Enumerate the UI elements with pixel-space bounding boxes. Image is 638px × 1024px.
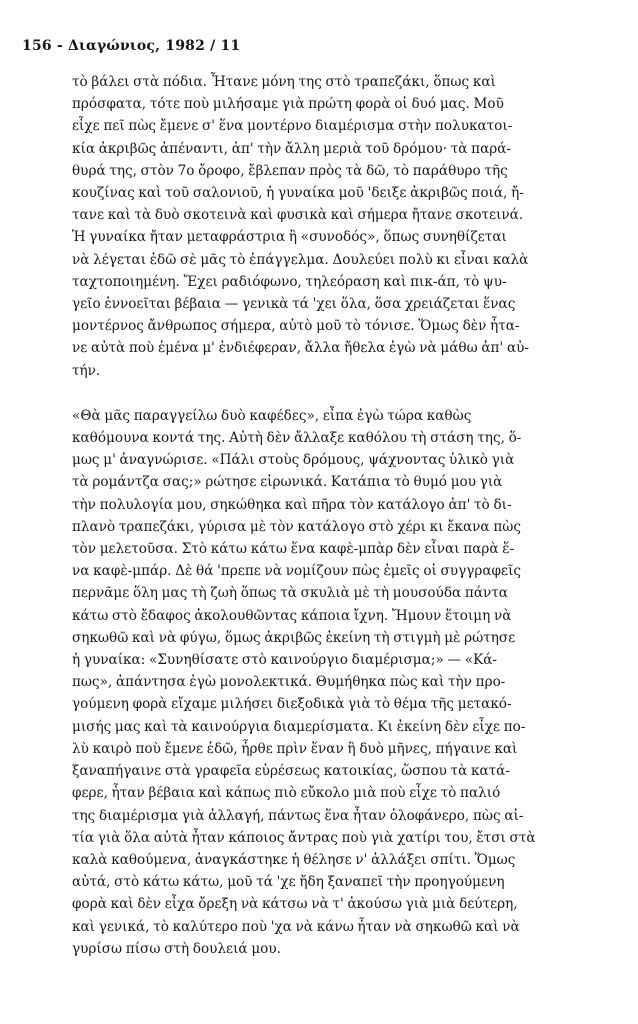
- text-line: τανε καὶ τὰ δυὸ σκοτεινὰ καὶ φυσικὰ καὶ σήμερα ἤτανε σκοτεινά.: [72, 207, 524, 224]
- text-line: να καφὲ-μπάρ. Δὲ θά 'πρεπε νὰ νομίζουν πὼς ἐμεῖς οἱ συγγραφεῖς: [72, 563, 522, 580]
- text-line: θυρά της, στὸν 7ο ὄροφο, ἔβλεπαν πρὸς τὰ δῶ, τὸ παράθυρο τῆς: [72, 162, 508, 179]
- text-line: μοντέρνος ἄνθρωπος σήμερα, αὐτὸ μοῦ τὸ τόνισε. Ὅμως δὲν ἦτα-: [72, 318, 520, 335]
- text-line: κία ἀκριβῶς ἀπέναντι, ἀπ' τὴν ἄλλη μεριὰ τοῦ δρόμου· τὰ παρά-: [72, 140, 512, 157]
- text-line: φερε, ἦταν βέβαια καὶ κάπως πιὸ εὔκολο μιὰ ποὺ εἶχε τὸ παλιό: [72, 785, 501, 802]
- text-line: περνᾶμε ὅλη μας τὴ ζωὴ ὅπως τὰ σκυλιὰ μὲ τὴ μουσούδα πάντα: [72, 585, 508, 602]
- text-line: ξαναπήγαινε στὰ γραφεῖα εὑρέσεως κατοικίας, ὥσπου τὰ κατά-: [72, 763, 510, 780]
- running-head: 156 - Διαγώνιος, 1982 / 11: [22, 38, 241, 54]
- text-line: νε αὐτὰ ποὺ ἐμένα μ' ἐνδιέφεραν, ἄλλα ἤθελα ἐγὼ νὰ μάθω ἀπ' αὐ-: [72, 340, 529, 357]
- text-line: σηκωθῶ καὶ νὰ φύγω, ὅμως ἀκριβῶς ἐκείνη τὴ στιγμὴ μὲ ρώτησε: [72, 629, 516, 646]
- text-line: κουζίνας καὶ τοῦ σαλονιοῦ, ἡ γυναίκα μοῦ 'δειξε ἀκριβῶς ποιά, ἤ-: [72, 185, 524, 202]
- text-line: μισής μας καὶ τὰ καινούργια διαμερίσματα. Κι ἐκείνη δὲν εἶχε πο-: [72, 718, 526, 735]
- text-line: καλὰ καθούμενα, ἀναγκάστηκε ἡ θέλησε ν' ἀλλάξει σπίτι. Ὅμως: [72, 851, 516, 868]
- text-line: τὸ βάλει στὰ πόδια. Ἦτανε μόνη της στὸ τραπεζάκι, ὅπως καὶ: [72, 74, 496, 90]
- text-line: ἡ γυναίκα: «Συνηθίσατε στὸ καινούργιο διαμέρισμα;» — «Κά-: [72, 652, 497, 669]
- body-text: [72, 71, 604, 960]
- text-line: τία γιὰ ὅλα αὐτὰ ἦταν κάποιος ἄντρας ποὺ γιὰ χατίρι του, ἔτσι στὰ: [72, 829, 536, 846]
- text-line: γυρίσω πίσω στὴ δουλειά μου.: [72, 940, 281, 957]
- text-line: αὐτά, στὸ κάτω κάτω, μοῦ τά 'χε ἤδη ξαναπεῖ τὴν προηγούμενη: [72, 874, 505, 891]
- text-line: Ἡ γυναίκα ἤταν μεταφράστρια ἢ «συνοδός», ὅπως συνηθίζεται: [72, 229, 507, 246]
- text-line: κάτω στὸ ἔδαφος ἀκολουθῶντας κάποια ἴχνη. Ἤμουν ἕτοιμη νὰ: [72, 607, 512, 624]
- paragraph-1: [72, 71, 604, 382]
- text-line: της διαμέρισμα γιὰ ἀλλαγή, πάντως ἕνα ἦταν ὁλοφάνερο, πὼς αἰ-: [72, 807, 524, 824]
- text-line: φορὰ καὶ δὲν εἶχα ὄρεξη νὰ κάτσω νὰ τ' ἀκούσω γιὰ μιὰ δεύτερη,: [72, 896, 518, 913]
- paragraph-gap: [72, 382, 604, 405]
- text-line: ταχτοποιημένη. Ἔχει ραδιόφωνο, τηλεόραση καὶ πικ-άπ, τὸ ψυ-: [72, 273, 507, 290]
- paragraph-2: [72, 405, 604, 960]
- text-line: τὴν πολυλογία μου, σηκώθηκα καὶ πῆρα τὸν κατάλογο ἀπ' τὸ δι-: [72, 496, 512, 513]
- text-line: τὰ ρομάντζα σας;» ρώτησε εἰρωνικά. Κατάπια τὸ θυμό μου γιὰ: [72, 474, 503, 491]
- text-line: καθόμουνα κοντά της. Αὐτὴ δὲν ἄλλαξε καθόλου τὴ στάση της, ὅ-: [72, 430, 522, 447]
- text-line: πλανὸ τραπεζάκι, γύρισα μὲ τὸν κατάλογο στὸ χέρι κι ἔκανα πὼς: [72, 518, 521, 535]
- text-line: καὶ γενικά, τὸ καλύτερο ποὺ 'χα νὰ κάνω ἦταν νὰ σηκωθῶ καὶ νὰ: [72, 918, 520, 935]
- text-line: εἶχε πεῖ πὼς ἔμενε σ' ἕνα μοντέρνο διαμέρισμα στὴν πολυκατοι-: [72, 118, 513, 135]
- text-line: τήν.: [72, 362, 101, 379]
- text-line: «Θὰ μᾶς παραγγείλω δυὸ καφέδες», εἶπα ἐγὼ τώρα καθὼς: [72, 407, 472, 424]
- text-line: πως», ἀπάντησα ἐγὼ μονολεκτικά. Θυμήθηκα πὼς καὶ τὴν προ-: [72, 674, 506, 691]
- text-line: γούμενη φορὰ εἴχαμε μιλήσει διεξοδικὰ γιὰ τὸ θέμα τῆς μετακό-: [72, 696, 512, 713]
- text-line: πρόσφατα, τότε ποὺ μιλήσαμε γιὰ πρώτη φορὰ οἱ δυό μας. Μοῦ: [72, 96, 504, 113]
- text-line: μως μ' ἀναγνώρισε. «Πάλι στοὺς δρόμους, ψάχνοντας ὑλικὸ γιὰ: [72, 452, 515, 469]
- text-line: λὺ καιρὸ ποὺ ἔμενε ἐδῶ, ἦρθε πρὶν ἕναν ἢ δυὸ μῆνες, πήγαινε καὶ: [72, 740, 518, 757]
- text-line: γεῖο ἐννοεῖται βέβαια — γενικὰ τά 'χει ὅλα, ὅσα χρειάζεται ἕνας: [72, 296, 516, 313]
- text-line: τὸν μελετοῦσα. Στὸ κάτω κάτω ἕνα καφὲ-μπὰρ δὲν εἶναι παρὰ ἕ-: [72, 541, 515, 558]
- text-line: νὰ λέγεται ἐδῶ σὲ μᾶς τὸ ἐπάγγελμα. Δουλεύει πολὺ κι εἶναι καλὰ: [72, 251, 529, 268]
